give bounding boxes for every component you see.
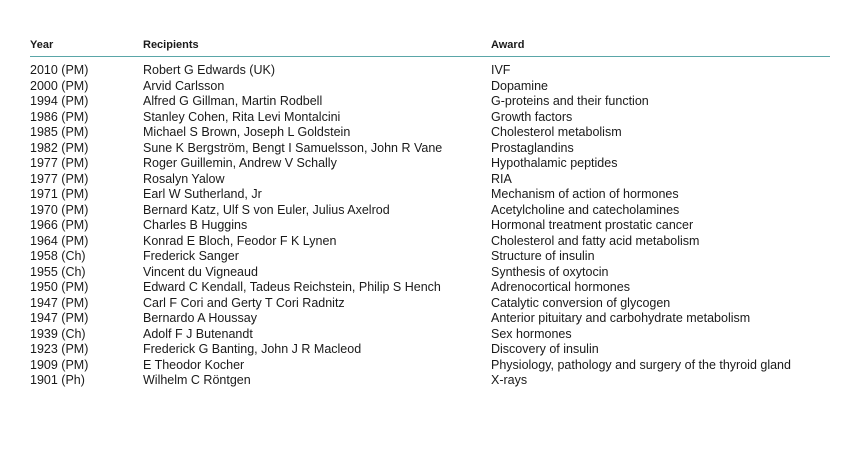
table-row <box>30 63 830 79</box>
cell-year: 1947 (PM) <box>30 295 89 310</box>
cell-award: Catalytic conversion of glycogen <box>491 295 671 310</box>
cell-recipients: Robert G Edwards (UK) <box>143 63 275 77</box>
cell-award: Dopamine <box>491 78 548 93</box>
cell-year: 1970 (PM) <box>30 202 89 217</box>
cell-recipients: Michael S Brown, Joseph L Goldstein <box>143 125 351 139</box>
cell-recipients: Alfred G Gillman, Martin Rodbell <box>143 94 323 108</box>
table-header <box>30 38 830 57</box>
table-row <box>30 79 830 95</box>
table-row <box>30 187 830 203</box>
cell-recipients: Earl W Sutherland, Jr <box>143 187 262 201</box>
table-row <box>30 110 830 126</box>
cell-recipients: Sune K Bergström, Bengt I Samuelsson, John R Vane <box>143 140 443 155</box>
cell-year: 1923 (PM) <box>30 342 89 356</box>
cell-recipients: Adolf F J Butenandt <box>143 326 253 341</box>
cell-recipients: Frederick G Banting, John J R Macleod <box>143 342 362 356</box>
table-row <box>30 358 830 374</box>
cell-recipients: Carl F Cori and Gerty T Cori Radnitz <box>143 295 345 310</box>
cell-award: Sex hormones <box>491 326 572 341</box>
cell-recipients: Vincent du Vigneaud <box>143 264 258 279</box>
cell-award: Hypothalamic peptides <box>491 156 618 170</box>
cell-award: Acetylcholine and catecholamines <box>491 202 680 217</box>
cell-year: 1947 (PM) <box>30 311 89 325</box>
cell-award: Structure of insulin <box>491 249 595 263</box>
cell-year: 1986 (PM) <box>30 109 89 124</box>
cell-award: G-proteins and their function <box>491 94 649 108</box>
table-row <box>30 311 830 327</box>
table-row <box>30 280 830 296</box>
cell-award: Discovery of insulin <box>491 342 599 356</box>
cell-year: 1909 (PM) <box>30 357 89 372</box>
cell-award: Prostaglandins <box>491 140 574 155</box>
cell-award: Hormonal treatment prostatic cancer <box>491 218 694 232</box>
cell-year: 1982 (PM) <box>30 140 89 155</box>
cell-recipients: Konrad E Bloch, Feodor F K Lynen <box>143 233 337 248</box>
cell-recipients: Bernard Katz, Ulf S von Euler, Julius Axelrod <box>143 202 390 217</box>
cell-year: 1994 (PM) <box>30 94 89 108</box>
cell-recipients: Frederick Sanger <box>143 249 239 263</box>
table-row <box>30 156 830 172</box>
table-row <box>30 218 830 234</box>
cell-year: 1977 (PM) <box>30 156 89 170</box>
cell-recipients: Charles B Huggins <box>143 218 248 232</box>
cell-recipients: Edward C Kendall, Tadeus Reichstein, Philip S Hench <box>143 280 441 294</box>
cell-recipients: Rosalyn Yalow <box>143 171 225 186</box>
table-row <box>30 94 830 110</box>
cell-year: 1901 (Ph) <box>30 373 85 387</box>
cell-year: 1977 (PM) <box>30 171 89 186</box>
cell-year: 1958 (Ch) <box>30 249 86 263</box>
nobel-prize-table <box>30 38 830 389</box>
cell-award: IVF <box>491 63 511 77</box>
cell-recipients: Wilhelm C Röntgen <box>143 373 251 387</box>
cell-award: Cholesterol metabolism <box>491 125 622 139</box>
cell-year: 1955 (Ch) <box>30 264 86 279</box>
header-year: Year <box>30 39 54 51</box>
table-row <box>30 327 830 343</box>
table-row <box>30 172 830 188</box>
cell-year: 1985 (PM) <box>30 125 89 139</box>
cell-year: 1950 (PM) <box>30 280 89 294</box>
cell-award: Physiology, pathology and surgery of the thyroid gland <box>491 357 791 372</box>
table-row <box>30 234 830 250</box>
cell-year: 1966 (PM) <box>30 218 89 232</box>
table-row <box>30 373 830 389</box>
table-row <box>30 125 830 141</box>
table-row <box>30 265 830 281</box>
cell-year: 2010 (PM) <box>30 63 89 77</box>
cell-award: X-rays <box>491 373 528 387</box>
cell-year: 2000 (PM) <box>30 78 89 93</box>
table-row <box>30 141 830 157</box>
cell-year: 1964 (PM) <box>30 233 89 248</box>
cell-recipients: Arvid Carlsson <box>143 78 225 93</box>
cell-award: RIA <box>491 171 512 186</box>
table-row <box>30 296 830 312</box>
cell-award: Mechanism of action of hormones <box>491 187 679 201</box>
cell-award: Cholesterol and fatty acid metabolism <box>491 233 700 248</box>
table-row <box>30 249 830 265</box>
cell-recipients: E Theodor Kocher <box>143 357 245 372</box>
table-body <box>30 57 830 389</box>
table-row <box>30 342 830 358</box>
cell-award: Adrenocortical hormones <box>491 280 630 294</box>
cell-year: 1939 (Ch) <box>30 326 86 341</box>
header-award: Award <box>491 39 525 51</box>
table-row <box>30 203 830 219</box>
cell-year: 1971 (PM) <box>30 187 89 201</box>
cell-award: Synthesis of oxytocin <box>491 264 609 279</box>
cell-award: Growth factors <box>491 109 573 124</box>
cell-recipients: Stanley Cohen, Rita Levi Montalcini <box>143 109 341 124</box>
cell-recipients: Bernardo A Houssay <box>143 311 257 325</box>
cell-recipients: Roger Guillemin, Andrew V Schally <box>143 156 337 170</box>
header-recipients: Recipients <box>143 39 199 51</box>
cell-award: Anterior pituitary and carbohydrate metabolism <box>491 311 751 325</box>
